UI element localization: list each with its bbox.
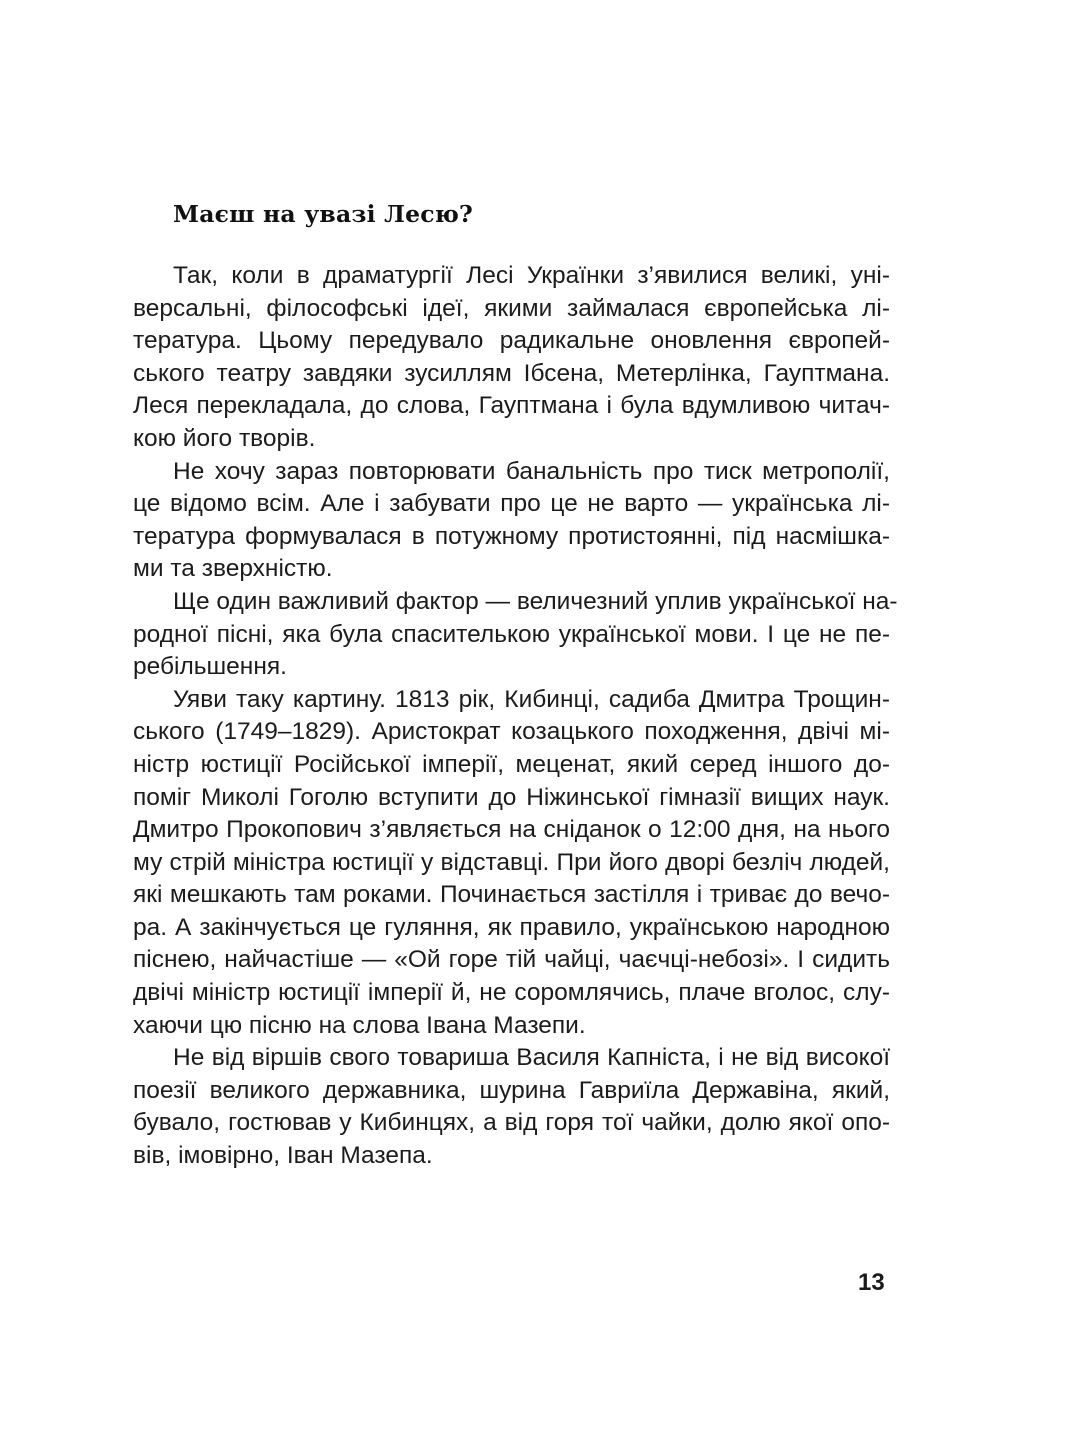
paragraph-line: Дмитро Прокопович з’являється на сніданок о 12:00 дня, на нього: [133, 816, 890, 844]
paragraph-line: які мешкають там роками. Починається застілля і триває до вечо-: [133, 881, 890, 909]
paragraph-line: поезії великого державника, шурина Гавриїла Державіна, який,: [133, 1076, 890, 1104]
paragraph-line: поміг Миколі Гоголю вступити до Ніжинської гімназії вищих наук.: [133, 783, 890, 811]
paragraph-line: ра. А закінчується це гуляння, як правило, українською народною: [133, 913, 890, 941]
paragraph-line: це відомо всім. Але і забувати про це не варто — українська лі-: [133, 490, 890, 518]
paragraph: [133, 1042, 890, 1172]
paragraph-line: родної пісні, яка була спасителькою української мови. І це не пе-: [133, 620, 890, 648]
paragraph-line: версальні, філософські ідеї, якими займалася європейська лі-: [133, 294, 890, 322]
section-heading: Маєш на увазі Лесю?: [173, 200, 474, 228]
text-block: [133, 196, 898, 1173]
paragraph: [133, 586, 898, 684]
paragraph-line: хаючи цю пісню на слова Івана Мазепи.: [133, 1011, 586, 1039]
paragraph-line: вів, імовірно, Іван Мазепа.: [133, 1142, 433, 1170]
page-number: 13: [858, 1269, 885, 1296]
paragraph-line: Не хочу зараз повторювати банальність про тиск метрополії,: [173, 457, 890, 485]
paragraph-line: ського (1749–1829). Аристократ козацького походження, двічі мі-: [133, 718, 890, 746]
paragraph-line: Уяви таку картину. 1813 рік, Кибинці, садиба Дмитра Трощин-: [173, 685, 890, 713]
paragraph: [133, 684, 890, 1043]
paragraph-line: ми та зверхністю.: [133, 555, 333, 583]
paragraph-line: ребільшення.: [133, 653, 287, 681]
paragraph-line: двічі міністр юстиції імперії й, не соромлячись, плаче вголос, слу-: [133, 979, 890, 1007]
paragraph-line: Леся перекладала, до слова, Гауптмана і була вдумливою читач-: [133, 392, 890, 420]
paragraph-line: Ще один важливий фактор — величезний уплив української на-: [173, 587, 898, 615]
paragraph-line: ністр юстиції Російської імперії, меценат, який серед іншого до-: [133, 750, 890, 778]
paragraph-line: кою його творів.: [133, 424, 316, 452]
paragraph-line: тература. Цьому передувало радикальне оновлення європей-: [133, 327, 890, 355]
paragraph-line: Так, коли в драматургії Лесі Українки з’явилися великі, уні-: [173, 262, 890, 289]
paragraph-line: бувало, гостював у Кибинцях, а від горя тої чайки, долю якої опо-: [133, 1109, 890, 1137]
paragraph: [133, 456, 890, 586]
paragraphs-container: [133, 260, 898, 1173]
paragraph-line: ського театру завдяки зусиллям Ібсена, Метерлінка, Гауптмана.: [133, 359, 890, 387]
paragraph-line: Не від віршів свого товариша Василя Капніста, і не від високої: [173, 1044, 890, 1072]
paragraph: [133, 260, 890, 456]
paragraph-line: му стрій міністра юстиції у відставці. При його дворі безліч людей,: [133, 848, 890, 876]
paragraph-line: тература формувалася в потужному протистоянні, під насмішка-: [133, 522, 890, 550]
paragraph-line: піснею, найчастіше — «Ой горе тій чайці, чаєчці-небозі». І сидить: [133, 946, 890, 974]
